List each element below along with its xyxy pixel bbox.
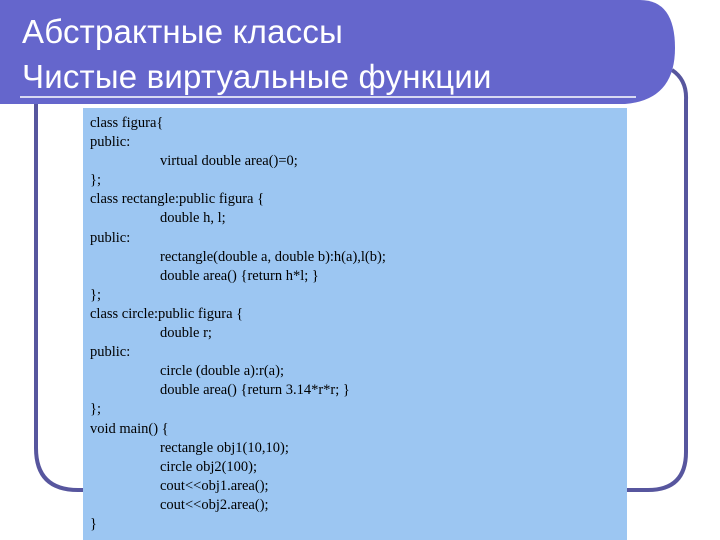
code-line: double area() {return h*l; } bbox=[160, 267, 319, 284]
slide-title-line-1: Абстрактные классы bbox=[22, 13, 343, 50]
code-line: class figura{ bbox=[90, 115, 164, 131]
code-line: virtual double area()=0; bbox=[160, 153, 298, 170]
code-line: class rectangle:public figura { bbox=[90, 191, 265, 208]
code-line: }; bbox=[90, 172, 101, 189]
code-line: circle (double a):r(a); bbox=[160, 363, 284, 380]
code-line: circle obj2(100); bbox=[160, 458, 258, 475]
code-line: }; bbox=[90, 286, 101, 303]
code-line: class circle:public figura { bbox=[90, 305, 244, 322]
code-line: void main() { bbox=[90, 420, 169, 437]
code-line: public: bbox=[90, 344, 131, 361]
code-line: double area() {return 3.14*r*r; } bbox=[160, 382, 350, 399]
code-line: rectangle obj1(10,10); bbox=[160, 439, 289, 456]
code-line: double h, l; bbox=[160, 210, 226, 227]
code-line: }; bbox=[90, 401, 101, 418]
code-line: cout<<obj1.area(); bbox=[160, 477, 269, 494]
code-block bbox=[83, 108, 627, 540]
slide-title-line-2: Чистые виртуальные функции bbox=[22, 58, 492, 95]
code-line: public: bbox=[90, 229, 131, 246]
code-line: double r; bbox=[160, 325, 212, 342]
frame-outline-left bbox=[36, 100, 90, 490]
code-line: rectangle(double a, double b):h(a),l(b); bbox=[160, 248, 386, 265]
code-line: cout<<obj2.area(); bbox=[160, 496, 269, 513]
code-line: } bbox=[90, 515, 97, 532]
code-line: public: bbox=[90, 134, 131, 151]
